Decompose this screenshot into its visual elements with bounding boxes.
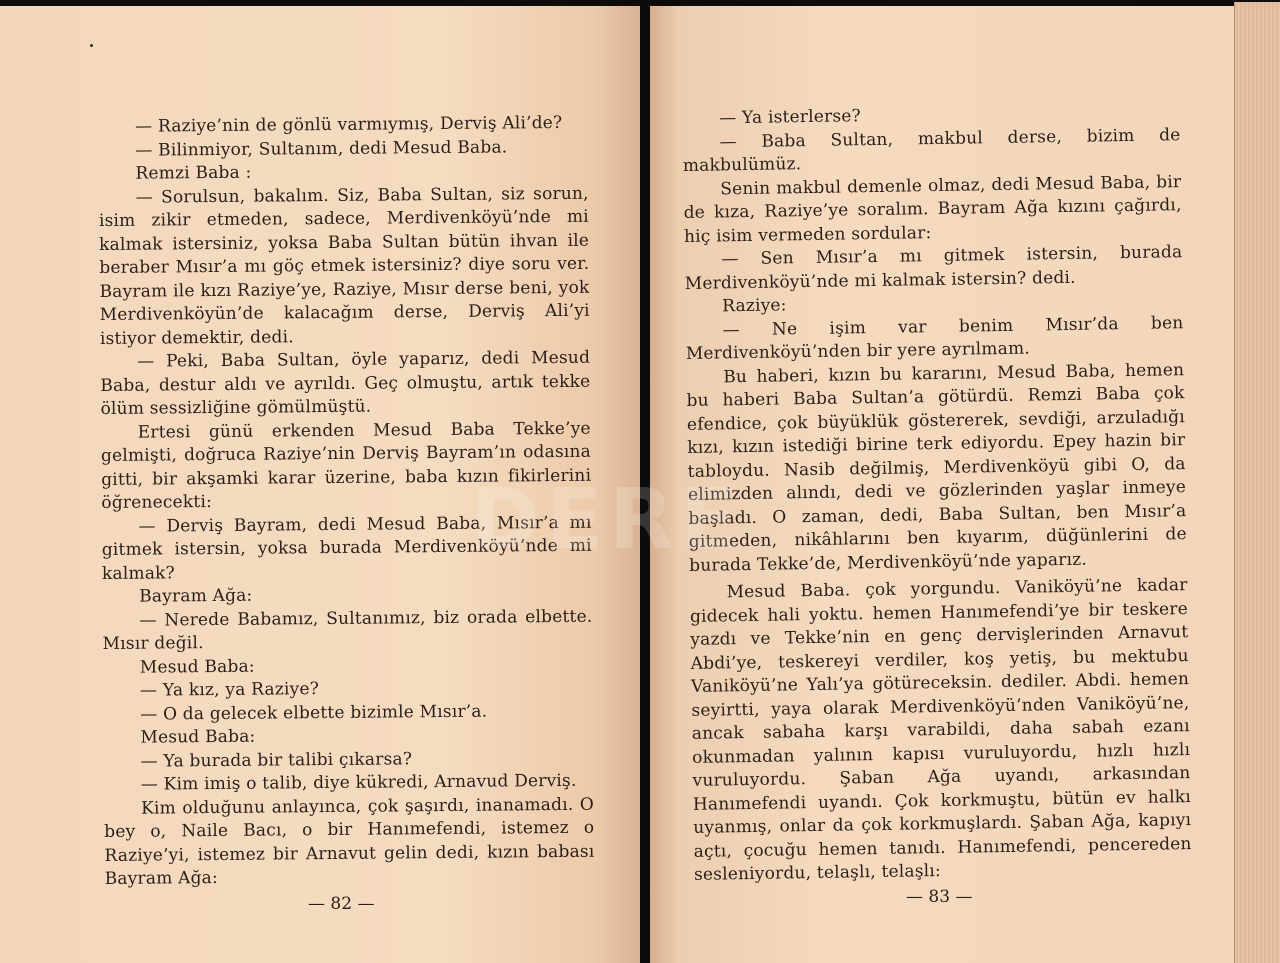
paragraph: Kim olduğunu anlayınca, çok şaşırdı, inanamadı. O bey o, Naile Bacı, o bir Hanımefendi, istemez o Raziye’yi, istemez bir Arnavut gelin dedi, kızın babası Bayram Ağa: <box>104 794 595 889</box>
page-edges <box>1234 2 1280 963</box>
ink-dot <box>90 44 93 47</box>
watermark: DERE <box>470 470 744 568</box>
paragraph: — Peki, Baba Sultan, öyle yaparız, dedi Mesud Baba, destur aldı ve ayrıldı. Geç olmuştu, artık tekke ölüm sessizliğine gömülmüştü. <box>100 347 591 419</box>
paragraph: — Kim imiş o talib, diye kükredi, Arnavud Derviş. <box>140 770 577 795</box>
paragraph: Ertesi günü erkenden Mesud Baba Tekke’ye gelmişti, doğruca Raziye’nin Derviş Bayram’ın odasına gitti, bir akşamki karar üzerine, baba kızın fikirlerini öğrenecekti: <box>100 418 592 513</box>
paragraph: Mesud Baba. çok yorgundu. Vaniköyü’ne kadar gidecek hali yoktu. hemen Hanımefendi’ye bir teskere yazdı ve Tekke’nin en genç dervişlerinden Arnavut Abdi’ye, teskereyi verdiler, koş yetiş, bu mektubu Vaniköyü’ne Yalı’ya götüreceksin. dediler. Abdi. hemen seyirtti, yaya olarak Merdivenköyü’nden Vaniköyü’ne, ancak sabaha karşı varabildi, daha sabah ezanı okunmadan yalının kapısı vuruluyordu, hızlı hızlı vuruluyordu. Şaban Ağa uyandı, arkasından Hanımefendi uyandı. Çok korkmuştu, bütün ev halkı uyanmış, onlar da çok korkmuşlardı. Şaban Ağa, kapıyı açtı, çocuğu hemen tanıdı. Hanımefendi, pencereden sesleniyordu, telaşlı, telaşlı: <box>689 575 1192 885</box>
left-page-number: — 82 — <box>308 894 375 914</box>
paragraph: — Nerede Babamız, Sultanımız, biz orada elbette. Mısır değil. <box>102 606 593 654</box>
paragraph: Remzi Baba : <box>135 162 252 184</box>
paragraph: — Derviş Bayram, dedi Mesud Baba, Mısır’a mı gitmek istersin, yoksa burada Merdivenköyü’nde mi kalmak? <box>101 512 592 584</box>
paragraph: — Sen Mısır’a mı gitmek istersin, burada Merdivenköyü’nde mi kalmak istersin? dedi. <box>684 242 1183 294</box>
paragraph: — Sorulsun, bakalım. Siz, Baba Sultan, siz sorun, isim zikir etmeden, sadece, Merdivenköyü’nde mi kalmak istersiniz, yoksa Baba Sultan bütün ihvan ile beraber Mısır’a mı göç etmek istersiniz? diye soru ver. Bayram ile kızı Raziye’ye, Raziye, Mısır derse beni, yok Merdivenköyün’de kalacağım derse, Derviş Ali’yi istiyor demektir, dedi. <box>98 183 590 349</box>
paragraph: Bu haberi, kızın bu kararını, Mesud Baba, hemen bu haberi Baba Sultan’a götürdü. Remzi Baba çok efendice, çok büyüklük göstererek, sevdiği, arzuladığı kızı, kızın istediği birine terk ediyordu. Epey hazin bir tabloydu. Nasib değilmiş, Merdivenköyü gibi O, da elimizden alındı, dedi ve gözlerinden yaşlar inmeye başladı. O zaman, dedi, Baba Sultan, ben Mısır’a gitmeden, nikâhlarını ben kıyarım, düğünlerini de burada Tekke’de, Merdivenköyü’nde yaparız. <box>686 359 1187 576</box>
paragraph: — Ya burada bir talibi çıkarsa? <box>140 748 413 772</box>
paragraph: Mesud Baba: <box>139 656 255 678</box>
right-page-text <box>682 100 1192 887</box>
paragraph: — Ne işim var benim Mısır’da ben Merdivenköyü’nden bir yere ayrılmam. <box>685 312 1184 364</box>
paragraph: — Baba Sultan, makbul derse, bizim de makbulümüz. <box>682 124 1181 176</box>
right-page-number: — 83 — <box>906 887 973 907</box>
paragraph: Raziye: <box>721 295 787 317</box>
paragraph: — Raziye’nin de gönlü varmıymış, Derviş Ali’de? <box>135 112 563 137</box>
paragraph: — Ya kız, ya Raziye? <box>139 679 320 701</box>
paragraph: — O da gelecek elbette bizimle Mısır’a. <box>140 701 488 725</box>
paragraph: Bayram Ağa: <box>139 585 253 607</box>
paragraph: — Ya isterlerse? <box>719 106 862 129</box>
paragraph: — Bilinmiyor, Sultanım, dedi Mesud Baba. <box>135 136 508 161</box>
paragraph: Mesud Baba: <box>140 726 256 748</box>
paragraph: Senin makbul demenle olmaz, dedi Mesud Baba, bir de kıza, Raziye’ye soralım. Bayram Ağa kızını çağırdı, hiç isim vermeden sordular: <box>683 171 1182 247</box>
